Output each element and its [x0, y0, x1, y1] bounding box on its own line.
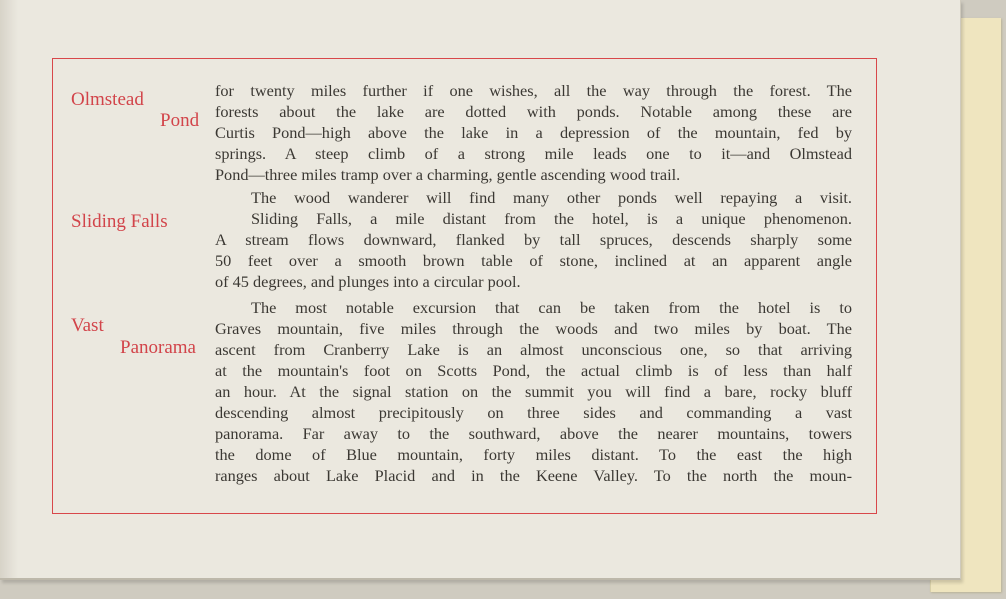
paragraph-sliding-falls [215, 208, 852, 292]
text-line: Curtis Pond—high above the lake in a depression of the mountain, fed by [215, 123, 852, 142]
text-line: at the mountain's foot on Scotts Pond, the actual climb is of less than half [215, 361, 852, 380]
text-line: Graves mountain, five miles through the woods and two miles by boat. The [215, 319, 852, 338]
text-line: forests about the lake are dotted with ponds. Notable among these are [215, 102, 852, 121]
text-line: for twenty miles further if one wishes, all the way through the forest. The [215, 81, 852, 100]
text-line: The wood wanderer will find many other ponds well repaying a visit. [251, 188, 852, 207]
text-line: Sliding Falls, a mile distant from the hotel, is a unique phenomenon. [251, 209, 852, 228]
text-line: The most notable excursion that can be taken from the hotel is to [251, 298, 852, 317]
text-line: an hour. At the signal station on the summit you will find a bare, rocky bluff [215, 382, 852, 401]
page-spine [0, 0, 18, 578]
side-heading-pond: Pond [160, 110, 200, 131]
side-heading-sliding-falls: Sliding Falls [71, 211, 168, 232]
text-line: 50 feet over a smooth brown table of stone, inclined at an apparent angle [215, 251, 852, 270]
paragraph-wanderer [215, 187, 852, 208]
text-line: Pond—three miles tramp over a charming, gentle ascending wood trail. [215, 165, 681, 184]
side-heading-olmstead: Olmstead [71, 89, 144, 110]
side-heading-vast: Vast [71, 315, 104, 336]
text-line: the dome of Blue mountain, forty miles distant. To the east the high [215, 445, 852, 464]
text-line: ascent from Cranberry Lake is an almost unconscious one, so that arriving [215, 340, 852, 359]
text-line: of 45 degrees, and plunges into a circular pool. [215, 272, 521, 291]
side-heading-panorama: Panorama [120, 337, 196, 358]
paragraph-olmstead [215, 80, 852, 185]
body-text [215, 80, 852, 486]
text-line: ranges about Lake Placid and in the Keene Valley. To the north the moun- [215, 466, 852, 485]
text-line: A stream flows downward, flanked by tall spruces, descends sharply some [215, 230, 852, 249]
text-line: springs. A steep climb of a strong mile leads one to it—and Olmstead [215, 144, 852, 163]
paragraph-vast-panorama [215, 297, 852, 486]
text-line: descending almost precipitously on three sides and commanding a vast [215, 403, 852, 422]
text-line: panorama. Far away to the southward, above the nearer mountains, towers [215, 424, 852, 443]
